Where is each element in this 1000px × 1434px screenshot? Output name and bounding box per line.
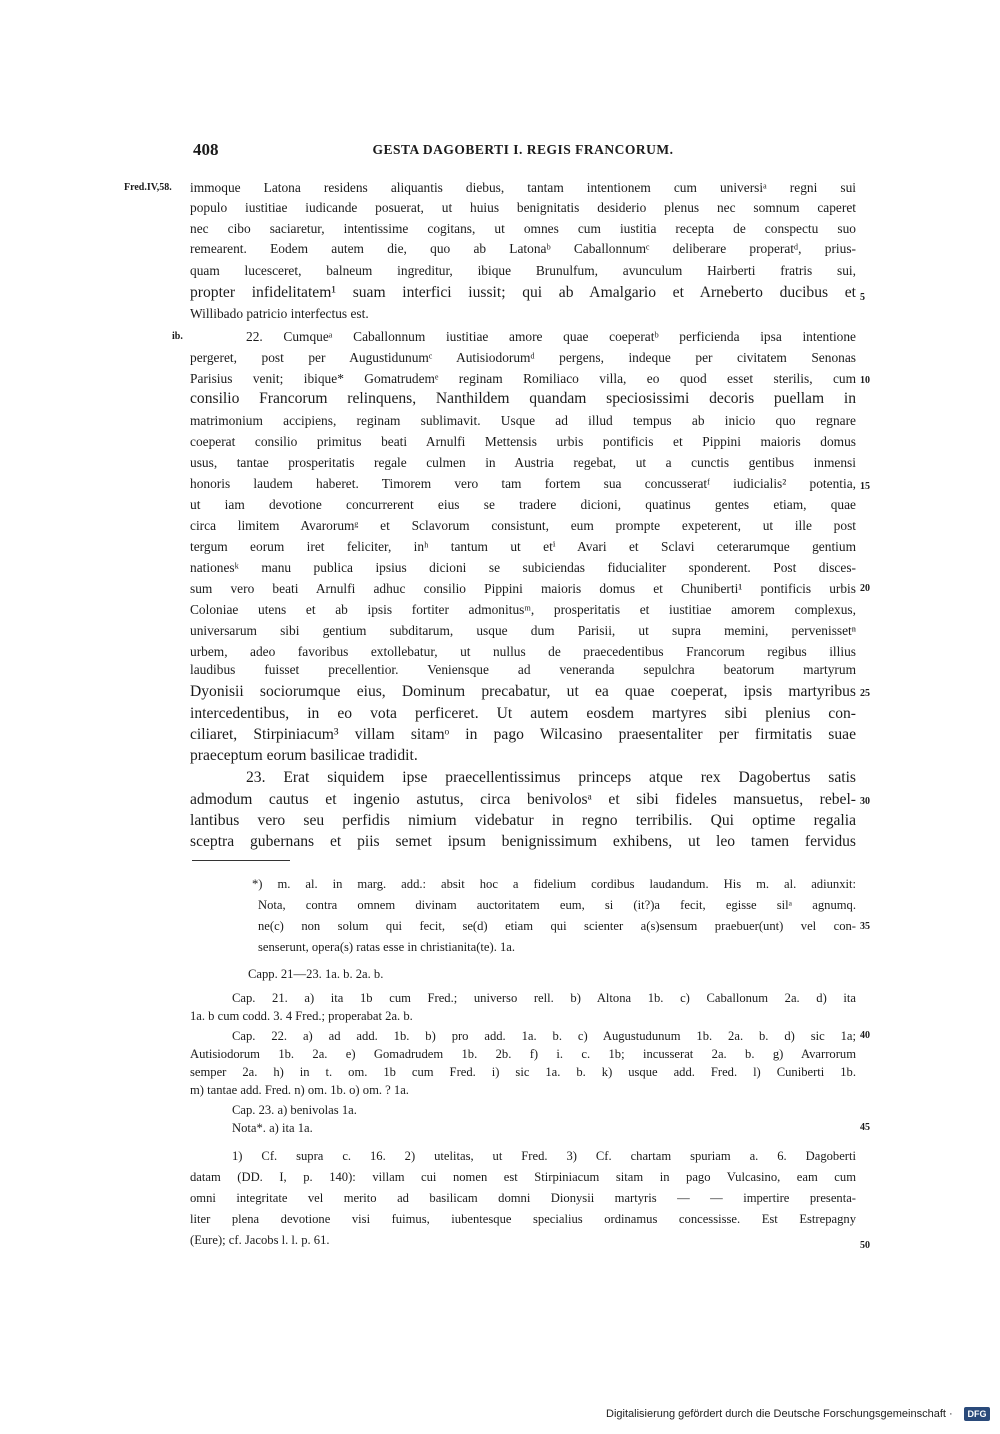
footnote-divider	[192, 860, 290, 861]
text-line: circa limitem Avarorumᵍ et Sclavorum consistunt, eum prompte expeterent, ut ille post	[190, 518, 856, 533]
line-number: 45	[860, 1122, 870, 1133]
text-line: consilio Francorum relinquens, Nanthildem quandam speciosissimi decoris puellam in	[190, 390, 856, 407]
text-line: admodum cautus et ingenio astutus, circa benivolosᵃ et sibi fideles mansuetus, rebel-	[190, 791, 856, 808]
apparatus-line: Cap. 21. a) ita 1b cum Fred.; universo rell. b) Altona 1b. c) Caballonum 2a. d) ita	[232, 991, 856, 1005]
apparatus-line: Autisiodorum 1b. 2a. e) Gomadrudem 1b. 2b. f) i. c. 1b; incusserat 2a. b. g) Avarrorum	[190, 1047, 856, 1061]
text-line: lantibus vero seu perfidis nimium videbatur in regno terribilis. Qui optime regalia	[190, 812, 856, 829]
text-line: honoris laudem haberet. Timorem vero tam fortem sua concusseratᶠ iudicialis² potentia,	[190, 476, 856, 491]
note-line: 1) Cf. supra c. 16. 2) utelitas, ut Fred. 3) Cf. chartam spuriam a. 6. Dagoberti	[232, 1149, 856, 1163]
text-line: ciliaret, Stirpiniacum³ villam sitamᵒ in pago Wilcasino praesentaliter per firmitatis suae	[190, 726, 856, 743]
text-line: nationesᵏ manu publica ipsius dicioni se subiciendas fiducialiter sponderent. Post disces-	[190, 560, 856, 575]
text-line: praeceptum eorum basilicae tradidit.	[190, 747, 418, 764]
chapter-22-start: 22. Cumqueᵃ Caballonnum iustitiae amore quae coeperatᵇ perficienda ipsa intentione	[246, 329, 856, 344]
line-number: 20	[860, 583, 870, 594]
text-line: Coloniae utens et ab ipsis fortiter admonitusᵐ, prosperitatis et iustitiae amorem complexus,	[190, 602, 856, 617]
margin-note-ib: ib.	[172, 331, 183, 342]
text-line: matrimonium accipiens, reginam sublimavit. Usque ad illud tempus ab inicio quo regnare	[190, 413, 856, 428]
text-line: quam lucesceret, balneum ingreditur, ibique Brunulfum, avunculum Hairberti fratris sui,	[190, 263, 856, 278]
line-number: 15	[860, 481, 870, 492]
page-header	[190, 140, 856, 164]
text-line: Parisius venit; ibique* Gomatrudemᵉ reginam Romiliaco villa, eo quod esset sterilis, cum	[190, 371, 856, 386]
dfg-credit	[606, 1406, 990, 1424]
note-line: liter plena devotione visi fuimus, iubentesque specialius ordinamus concessisse. Est Estrepagny	[190, 1212, 856, 1226]
text-line: laudibus fuisset precellentior. Veniensque ad veneranda sepulchra beatorum martyrum	[190, 662, 856, 677]
text-line: usus, tantae prosperitatis regale culmen in Austria regebat, ut a cunctis gentibus inmensi	[190, 455, 856, 470]
footnote-line: *) m. al. in marg. add.: absit hoc a fidelium cordibus laudandum. His m. al. adiunxit:	[252, 877, 856, 891]
text-line: immoque Latona residens aliquantis diebus, tantam intentionem cum universiᵃ regni sui	[190, 180, 856, 195]
margin-note-fred: Fred.IV,58.	[124, 182, 172, 193]
dfg-credit-text: Digitalisierung gefördert durch die Deutsche Forschungsgemeinschaft ·	[606, 1408, 953, 1420]
apparatus-line: Cap. 22. a) ad add. 1b. b) pro add. 1a. b. c) Augustudunum 1b. 2a. b. d) sic 1a;	[232, 1029, 856, 1043]
line-number: 30	[860, 796, 870, 807]
note-line: omni integritate vel merito ad basilicam domni Dionysii martyris — — impertire presenta-	[190, 1191, 856, 1205]
text-line: remearent. Eodem autem die, quo ab Latonaᵇ Caballonnumᶜ deliberare properatᵈ, prius-	[190, 241, 856, 256]
page-number: 408	[193, 140, 219, 159]
text-line: sceptra gubernans et piis semet ipsum benignissimum exhibens, ut leo tamen fervidus	[190, 833, 856, 850]
line-number: 5	[860, 292, 865, 303]
text-line: pergeret, post per Augustidunumᶜ Autisiodorumᵈ pergens, indeque per civitatem Senonas	[190, 350, 856, 365]
line-number: 10	[860, 375, 870, 386]
text-line: ut iam devotione concurrerent eius se tradere dicioni, quatinus gentes etiam, quae	[190, 497, 856, 512]
note-line: (Eure); cf. Jacobs l. l. p. 61.	[190, 1233, 330, 1247]
text-line: universarum sibi gentium subditarum, usque dum Parisii, ut supra memini, pervenissetⁿ	[190, 623, 856, 638]
line-number: 40	[860, 1030, 870, 1041]
text-line: tergum eorum iret feliciter, inʰ tantum ut etⁱ Avari et Sclavi ceterarumque gentium	[190, 539, 856, 554]
line-number: 35	[860, 921, 870, 932]
apparatus-line: 1a. b cum codd. 3. 4 Fred.; properabat 2a. b.	[190, 1009, 413, 1023]
apparatus-heading: Capp. 21—23. 1a. b. 2a. b.	[248, 967, 384, 981]
footnote-line: senserunt, opera(s) ratas esse in christianita(te). 1a.	[258, 940, 516, 954]
footnote-line: Nota, contra omnem divinam auctoritatem eum, si (it?)a fecit, egisse silᵃ agnumq.	[258, 898, 856, 912]
running-title: GESTA DAGOBERTI I. REGIS FRANCORUM.	[372, 142, 674, 157]
apparatus-line: Nota*. a) ita 1a.	[232, 1121, 313, 1135]
footnote-line: ne(c) non solum qui fecit, se(d) etiam qui scienter a(s)sensum praebuer(unt) vel con-	[258, 919, 856, 933]
text-line: Dyonisii sociorumque eius, Dominum precabatur, ut ea quae coeperat, ipsis martyribus	[190, 683, 856, 700]
note-line: datam (DD. I, p. 140): villam cui nomen est Stirpiniacum sitam in pago Vulcasino, eam cum	[190, 1170, 856, 1184]
text-line: urbem, adeo favoribus extollebatur, ut nullus de praecedentibus Francorum regibus illius	[190, 644, 856, 659]
text-line: coeperat consilio primitus beati Arnulfi Mettensis urbis pontificis et Pippini maioris domus	[190, 434, 856, 449]
text-line: sum vero beati Arnulfi adhuc consilio Pippini maioris domus et Chuniberti¹ pontificis urbis	[190, 581, 856, 596]
dfg-logo: DFG	[964, 1407, 990, 1421]
chapter-23-start: 23. Erat siquidem ipse praecellentissimus princeps atque rex Dagobertus satis	[246, 769, 856, 786]
line-number: 25	[860, 688, 870, 699]
apparatus-line: m) tantae add. Fred. n) om. 1b. o) om. ? 1a.	[190, 1083, 409, 1097]
text-line: populo iustitiae iudicande posuerat, ut huius benignitatis desiderio plenus nec somnum caperet	[190, 200, 856, 215]
text-line: Willibado patricio interfectus est.	[190, 306, 369, 321]
apparatus-line: semper 2a. h) in t. om. 1b cum Fred. i) sic 1a. b. k) usque add. Fred. l) Cuniberti 1b.	[190, 1065, 856, 1079]
text-line: intercedentibus, in eo vota perficeret. Ut autem eosdem martyres sibi plenius con-	[190, 705, 856, 722]
apparatus-line: Cap. 23. a) benivolas 1a.	[232, 1103, 357, 1117]
text-line: propter infidelitatem¹ suam interfici iussit; qui ab Amalgario et Arneberto ducibus et	[190, 284, 856, 301]
line-number: 50	[860, 1240, 870, 1251]
text-line: nec cibo saciaretur, intentissime cogitans, ut omnes cum iustitia recepta de conspectu suo	[190, 221, 856, 236]
